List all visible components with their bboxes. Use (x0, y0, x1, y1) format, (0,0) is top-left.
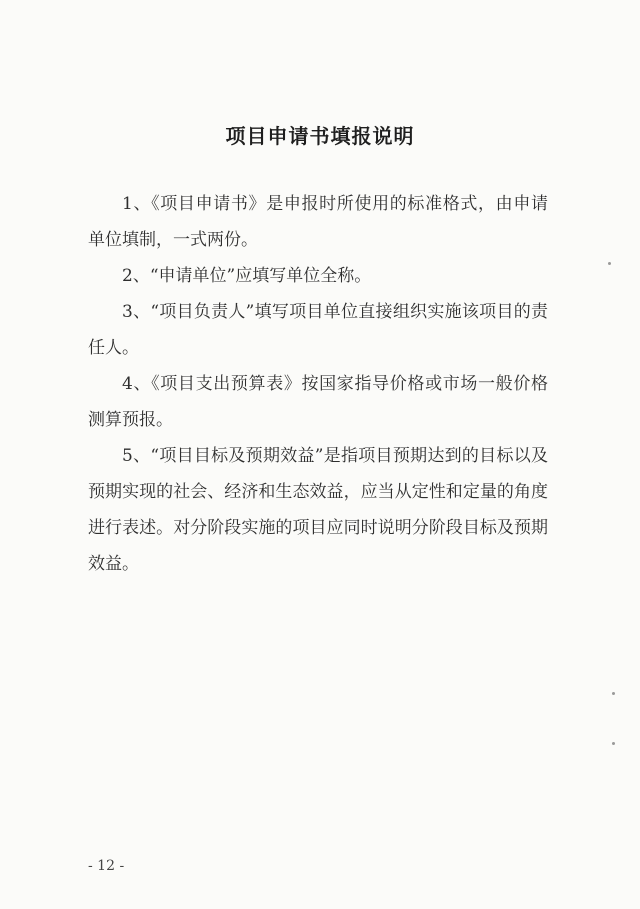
instruction-item-1: 1、《项目申请书》是申报时所使用的标准格式，由申请单位填制，一式两份。 (88, 194, 548, 250)
scan-speck (608, 262, 611, 265)
page-title: 项目申请书填报说明 (225, 124, 415, 148)
scan-speck (612, 692, 615, 695)
page-number: - 12 - (88, 858, 125, 874)
instruction-item-3: 3、“项目负责人”填写项目单位直接组织实施该项目的责任人。 (88, 302, 548, 358)
instruction-item-4: 4、《项目支出预算表》按国家指导价格或市场一般价格测算预报。 (88, 374, 548, 430)
scan-speck (612, 742, 615, 745)
instructions-list (88, 186, 548, 582)
instruction-item-2: 2、“申请单位”应填写单位全称。 (122, 266, 372, 286)
instruction-item-5: 5、“项目目标及预期效益”是指项目预期达到的目标以及预期实现的社会、经济和生态效益，应当从定性和定量的角度进行表述。对分阶段实施的项目应同时说明分阶段目标及预期效益。 (88, 446, 548, 574)
